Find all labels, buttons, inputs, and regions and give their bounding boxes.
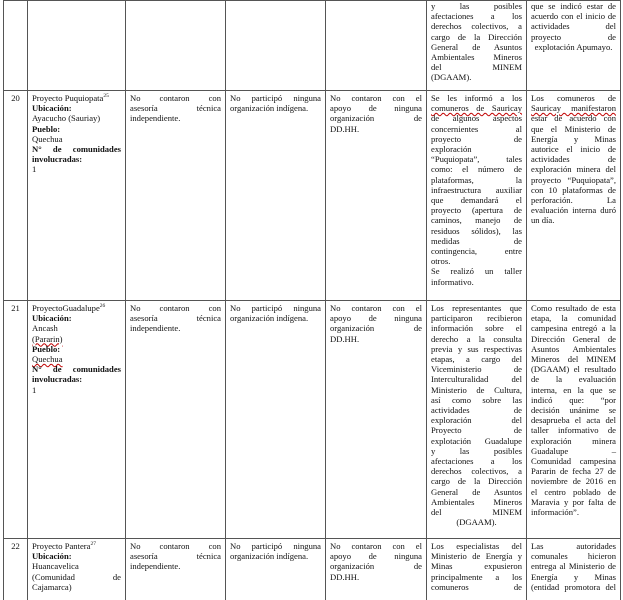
comunidades-label: N° de comunidades: [32, 364, 121, 375]
comunidades-value: 1: [32, 384, 37, 395]
cell-advisory: No contaron con asesoría técnica independiente.: [126, 91, 226, 301]
cell-result: Como resultado de esta etapa, la comunidad campesina entregó a la Dirección General de Asuntos Ambientales Mineros del MINEM (DGAAM) el resultado de la evaluación interna, en la que se indicó que: “por decisión unánime se desaprueba el acta del taller informativo de exploración minera Guadalupe – Comunidad campesina Pararin de fecha 27 de noviembre de 2016 en el centro poblado de Maravia y por falta de información”.: [527, 301, 621, 539]
cell-result: que se indicó estar de acuerdo con el inicio de actividades del proyecto de explotación Apumayo.: [527, 1, 621, 91]
project-name: Proyecto Puquiopata: [32, 93, 104, 103]
footnote-ref: 25: [103, 93, 109, 100]
cell-organization: No participó ninguna organización indígena.: [226, 539, 326, 600]
cell-advisory: [126, 1, 226, 91]
table-row-continuation: [4, 1, 621, 91]
table-row: [4, 91, 621, 301]
comunidades-value: 1: [32, 164, 37, 175]
project-name: Proyecto Pantera: [32, 541, 91, 551]
cell-organization: No participó ninguna organización indígena.: [226, 301, 326, 539]
ubicacion-value: Ayacucho (Sauriay): [32, 113, 101, 124]
cell-information: Los representantes que participaron recibieron información sobre el derecho a la consulta previa y sus respectivas etapas, a cargo del Viceministerio de Interculturalidad del Ministerio de Cultura, así como sobre las actividades de exploración del Proyecto de explotación Guadalupe y las posibles afectaciones a los derechos colectivos, a cargo de la Dirección General de Asuntos Ambientales Mineros del MINEM (DGAAM).: [427, 301, 527, 539]
pueblo-value: Quechua: [32, 133, 63, 144]
cell-ddhh: No contaron con el apoyo de ninguna organización de DD.HH.: [326, 539, 427, 600]
row-number: 21: [4, 301, 28, 539]
pueblo-label: Pueblo:: [32, 123, 61, 134]
cell-information: Los especialistas del Ministerio de Energía y Minas expusieron principalmente a los comuneros de: [427, 539, 527, 600]
footnote-ref: 26: [99, 303, 106, 310]
cell-project: [28, 1, 126, 91]
consultation-table: [3, 0, 621, 600]
table-row: [4, 539, 621, 600]
cell-information: Se les informó a los comuneros de Sauricay de algunos aspectos concernientes al proyecto de exploración “Puquiopata”, tales como: el número de plataformas, la infraestructura auxiliar que demandará el proyecto (apertura de caminos, manejo de residuos sólidos), las medidas de contingencia, entre otros. Se realizó un taller informativo.: [427, 91, 527, 301]
cell-advisory: No contaron con asesoría técnica independiente.: [126, 539, 226, 600]
ubicacion-label: Ubicación:: [32, 313, 72, 324]
footnote-ref: 27: [90, 541, 96, 548]
cell-information: y las posibles afectaciones a los derechos colectivos, a cargo de la Dirección General de Asuntos Ambientales Mineros del MINEM (DGAAM).: [427, 1, 527, 91]
cell-project: Proyecto Pantera$^{27}$ Ubicación: Huancavelica (Comunidad de Cajamarca): [28, 539, 126, 600]
cell-organization: [226, 1, 326, 91]
cell-ddhh: [326, 1, 427, 91]
table-row: [4, 301, 621, 539]
cell-advisory: No contaron con asesoría técnica independiente.: [126, 301, 226, 539]
ubicacion-value: Huancavelica: [32, 561, 79, 572]
row-number: 22: [4, 539, 28, 600]
cell-num: [4, 1, 28, 91]
project-name: ProyectoGuadalupe: [32, 303, 100, 313]
pueblo-value: Quechua: [32, 354, 63, 365]
ubicacion-label: Ubicación:: [32, 551, 72, 562]
pueblo-label: Pueblo:: [32, 343, 61, 354]
row-number: 20: [4, 91, 28, 301]
ubicacion-label: Ubicación:: [32, 103, 72, 114]
cell-result: Las autoridades comunales hicieron entrega al Ministerio de Energía y Minas (entidad promotora del: [527, 539, 621, 600]
cell-ddhh: No contaron con el apoyo de ninguna organización de DD.HH.: [326, 301, 427, 539]
cell-result: Los comuneros de Sauricay manifestaron estar de acuerdo con que el Ministerio de Energía y Minas autorice el inicio de actividades de exploración minera del proyecto “Puquiopata”, con 10 plataformas de perforación. La evaluación interna duró un día.: [527, 91, 621, 301]
comunidades-label: N° de comunidades: [32, 144, 121, 155]
ubicacion-value: Ancash: [32, 323, 58, 334]
cell-ddhh: No contaron con el apoyo de ninguna organización de DD.HH.: [326, 91, 427, 301]
cell-project: ProyectoGuadalupe$^{26}$ Ubicación: Ancash (Pararin) Pueblo: Quechua N° de comunidades involucradas: 1: [28, 301, 126, 539]
cell-project: Proyecto Puquiopata$^{25}$ Ubicación: Ayacucho (Sauriay) Pueblo: Quechua N° de comunidades involucradas: 1: [28, 91, 126, 301]
cell-organization: No participó ninguna organización indígena.: [226, 91, 326, 301]
